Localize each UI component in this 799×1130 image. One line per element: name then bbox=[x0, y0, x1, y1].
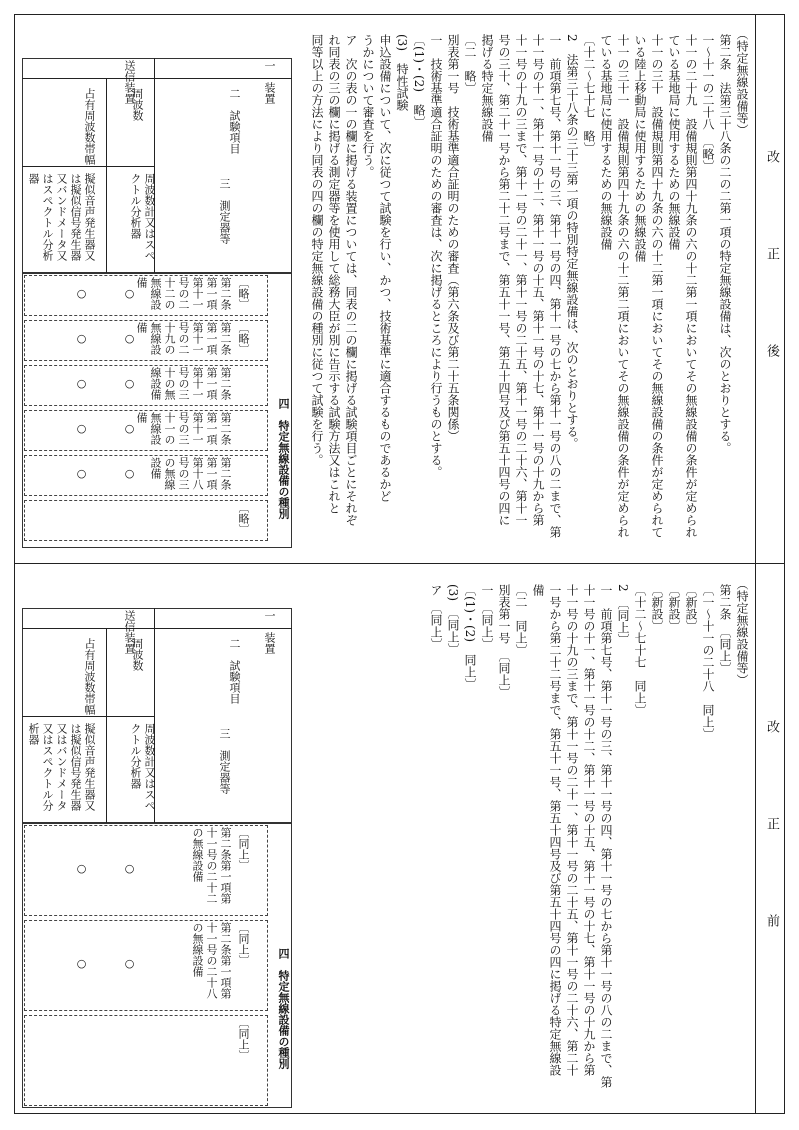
after-table-row bbox=[24, 500, 268, 541]
before-text-line-7: 一 前項第七号、第十一号の三、第十一号の四、第十一号の七から第十一号の八の二まで、第 bbox=[599, 584, 613, 1088]
after-row-mark: ○ bbox=[123, 377, 136, 390]
after-text-line-17: 一 技術基準適合証明のための審査は、次に掲げるところにより行うものとする。 bbox=[429, 34, 443, 478]
before-row-text: 第二条第一項第十一号の二十二の無線設備 bbox=[191, 827, 232, 904]
after-row-mark: ○ bbox=[75, 422, 88, 435]
before-text-line-9: 十一号の十九の三まで、第十一号の二十一、第十一号の二十五、第十一号の二十六、第二十 bbox=[565, 584, 579, 1076]
after-text-line-16: 別表第一号 技術基準適合証明のための審査（第六条及び第二十五条関係） bbox=[446, 34, 460, 442]
after-text-line-14: 掲げる特定無線設備 bbox=[480, 34, 494, 142]
after-col3-value-1: 周波数計又はスペクトル分析器 bbox=[129, 173, 156, 261]
before-row-mark: ○ bbox=[75, 957, 88, 970]
before-text-line-14: 一 〔同上〕 bbox=[480, 584, 494, 650]
after-col4-header: 四 特定無線設備の種別 bbox=[277, 398, 290, 519]
after-text-line-18: 〔(1)・(2) 略〕 bbox=[412, 34, 426, 128]
after-row-text: 第二条第一項第十一号の三十一の無線設備 bbox=[135, 412, 232, 445]
label-column-divider bbox=[755, 14, 756, 1114]
before-col2-value-2: 占有周波数帯幅 bbox=[83, 638, 96, 715]
after-text-line-6: 十一の三十一 設備規則第四十九条の六の十二第二項においてその無線設備の条件が定められ bbox=[616, 34, 630, 538]
before-text-line-15: 〔(1)・(2) 同上〕 bbox=[463, 584, 477, 690]
before-text-heading: （特定無線設備等） bbox=[735, 578, 749, 686]
before-row-label: 〔同上〕 bbox=[237, 1017, 250, 1061]
after-text-line-23: れ同表の三の欄に掲げる測定器等を使用して総務大臣が別に告示する試験方法又はこれと bbox=[327, 34, 341, 514]
before-text-line-11: 備 bbox=[531, 584, 545, 596]
after-row-label: 〔略〕 bbox=[237, 322, 250, 355]
after-text-line-10: 一 前項第七号、第十一号の三、第十一号の四、第十一号の七から第十一号の八の二まで、第 bbox=[548, 34, 562, 538]
before-text-line-12: 〔二 同上〕 bbox=[514, 584, 528, 656]
before-row-mark: ○ bbox=[75, 862, 88, 875]
before-row-mark: ○ bbox=[123, 862, 136, 875]
after-table bbox=[22, 58, 292, 548]
after-row-mark: ○ bbox=[123, 422, 136, 435]
before-table-rows bbox=[22, 823, 272, 1108]
after-row-text: 第二条第一項第十一号の二十九の無線設備 bbox=[135, 322, 232, 355]
after-text-line-9: 2 法第三十八条の三十三第一項の特別特定無線設備は、次のとおりとする。 bbox=[565, 34, 579, 450]
before-text-line-2: 〔新設〕 bbox=[684, 584, 698, 632]
before-text-line-6: 2 〔同上〕 bbox=[616, 584, 630, 646]
after-text-line-1: 一〜十一の二十八 〔略〕 bbox=[701, 34, 715, 172]
before-text-line-0: 第二条 〔同上〕 bbox=[718, 584, 732, 674]
after-text-line-13: 号の三十、第二十一号から第二十二号まで、第五十一号、第五十四号及び第五十四号の四に bbox=[497, 34, 511, 526]
after-col2-value-2: 占有周波数帯幅 bbox=[83, 88, 96, 165]
after-text-line-0: 第二条 法第三十八条の二の二第一項の特定無線設備は、次のとおりとする。 bbox=[718, 34, 732, 454]
after-text-line-11: 十一号の十一、第十一号の十二、第十一号の十五、第十一号の十七、第十一号の十九から第 bbox=[531, 34, 545, 526]
after-text-line-19: (3) 特性試験 bbox=[395, 34, 409, 111]
after-text-line-20: 申込設備について、次に従つて試験を行い、かつ、技術基準に適合するものであるかど bbox=[378, 34, 392, 502]
section-divider bbox=[14, 563, 785, 564]
after-text-line-8: 〔十二〜七十七 略〕 bbox=[582, 34, 596, 154]
after-row-mark: ○ bbox=[123, 467, 136, 480]
before-text-line-3: 〔新設〕 bbox=[667, 584, 681, 632]
before-text-line-10: 一号から第二十二号まで、第五十一号、第五十四号及び第五十四号の四に掲げる特定無線設 bbox=[548, 584, 562, 1076]
before-text-line-13: 別表第一号 〔同上〕 bbox=[497, 584, 511, 698]
before-col1-value: 送信装置 bbox=[123, 610, 136, 654]
after-row-mark: ○ bbox=[75, 377, 88, 390]
after-text-line-15: 〔二 略〕 bbox=[463, 34, 477, 94]
label-before: 改 正 前 bbox=[764, 720, 779, 968]
after-row-mark: ○ bbox=[123, 287, 136, 300]
before-text-line-17: ア 〔同上〕 bbox=[429, 584, 443, 650]
after-row-mark: ○ bbox=[75, 332, 88, 345]
after-col1-header: 一 装置 bbox=[263, 60, 276, 104]
after-row-mark: ○ bbox=[75, 287, 88, 300]
after-table-rows bbox=[22, 273, 272, 548]
after-col3-header: 三 測定器等 bbox=[218, 178, 231, 244]
before-text-block bbox=[290, 578, 750, 1108]
before-text-line-5: 〔十二〜七十七 同上〕 bbox=[633, 584, 647, 716]
label-after: 改 正 後 bbox=[764, 150, 779, 398]
before-row-text: 第二条第一項第十一号の二十八の無線設備 bbox=[191, 922, 232, 999]
after-text-line-2: 十一の二十九 設備規則第四十九条の六の十二第一項においてその無線設備の条件が定められ bbox=[684, 34, 698, 538]
before-col3-header: 三 測定器等 bbox=[218, 728, 231, 794]
after-col2-value-1: 周波数 bbox=[131, 88, 144, 121]
after-text-line-12: 十一号の十九の三まで、第十一号の二十一、第十一号の二十五、第十一号の二十六、第十一 bbox=[514, 34, 528, 526]
after-col3-value-2: 擬似音声発生器又は擬似信号発生器又バンドメータ又はスペクトル分析器 bbox=[27, 173, 96, 261]
after-row-text: 第二条第一項第十一号の三十の無線設備 bbox=[149, 367, 232, 400]
before-text-line-4: 〔新設〕 bbox=[650, 584, 664, 632]
before-col2-value-1: 周波数 bbox=[131, 638, 144, 671]
after-text-line-22: ア 次の表の一の欄に掲げる装置については、同表の二の欄に掲げる試験項目ごとにそれぞ bbox=[344, 34, 358, 526]
before-col4-header: 四 特定無線設備の種別 bbox=[277, 948, 290, 1069]
after-row-text: 第二条第一項第十一号の二十二の無線設備 bbox=[135, 277, 232, 310]
after-row-mark: ○ bbox=[123, 332, 136, 345]
before-text-line-16: (3) 〔同上〕 bbox=[446, 584, 460, 655]
before-text-line-1: 〔一〜十一の二十八 同上〕 bbox=[701, 584, 715, 740]
before-row-label: 〔同上〕 bbox=[237, 827, 250, 871]
before-table-row bbox=[24, 1015, 268, 1106]
after-text-line-3: ている基地局に使用するための無線設備 bbox=[667, 34, 681, 250]
after-text-heading: （特定無線設備等） bbox=[735, 28, 749, 136]
before-col1-header: 一 装置 bbox=[263, 610, 276, 654]
before-row-label: 〔同上〕 bbox=[237, 922, 250, 966]
before-row-mark: ○ bbox=[123, 957, 136, 970]
after-text-block bbox=[290, 28, 750, 548]
after-row-label: 〔略〕 bbox=[237, 502, 250, 535]
before-col3-value-1: 周波数計又はスペクトル分析器 bbox=[129, 723, 156, 811]
before-table bbox=[22, 608, 292, 1108]
after-row-label: 〔略〕 bbox=[237, 277, 250, 310]
after-text-line-21: うかについて審査を行う。 bbox=[361, 34, 375, 178]
before-col3-value-2: 擬似音声発生器又は擬似信号発生器又はバンドメータ又はスペクトル分析器 bbox=[27, 723, 96, 811]
before-text-line-8: 十一号の十一、第十一号の十二、第十一号の十五、第十一号の十七、第十一号の十九から第 bbox=[582, 584, 596, 1076]
after-col2-header: 二 試験項目 bbox=[228, 88, 241, 154]
after-row-text: 第二条第一項第十八号の三の無線設備 bbox=[149, 457, 232, 490]
before-col2-header: 二 試験項目 bbox=[228, 638, 241, 704]
after-col1-value: 送信装置 bbox=[123, 60, 136, 104]
after-text-line-24: 同等以上の方法により同表の四の欄の特定無線設備の種別に従つて試験を行う。 bbox=[310, 34, 324, 466]
after-text-line-7: ている基地局に使用するための無線設備 bbox=[599, 34, 613, 250]
after-text-line-4: 十一の三十 設備規則第四十九条の六の十二第一項においてその無線設備の条件が定められて bbox=[650, 34, 664, 538]
after-row-mark: ○ bbox=[75, 467, 88, 480]
after-text-line-5: いる陸上移動局に使用するための無線設備 bbox=[633, 34, 647, 262]
